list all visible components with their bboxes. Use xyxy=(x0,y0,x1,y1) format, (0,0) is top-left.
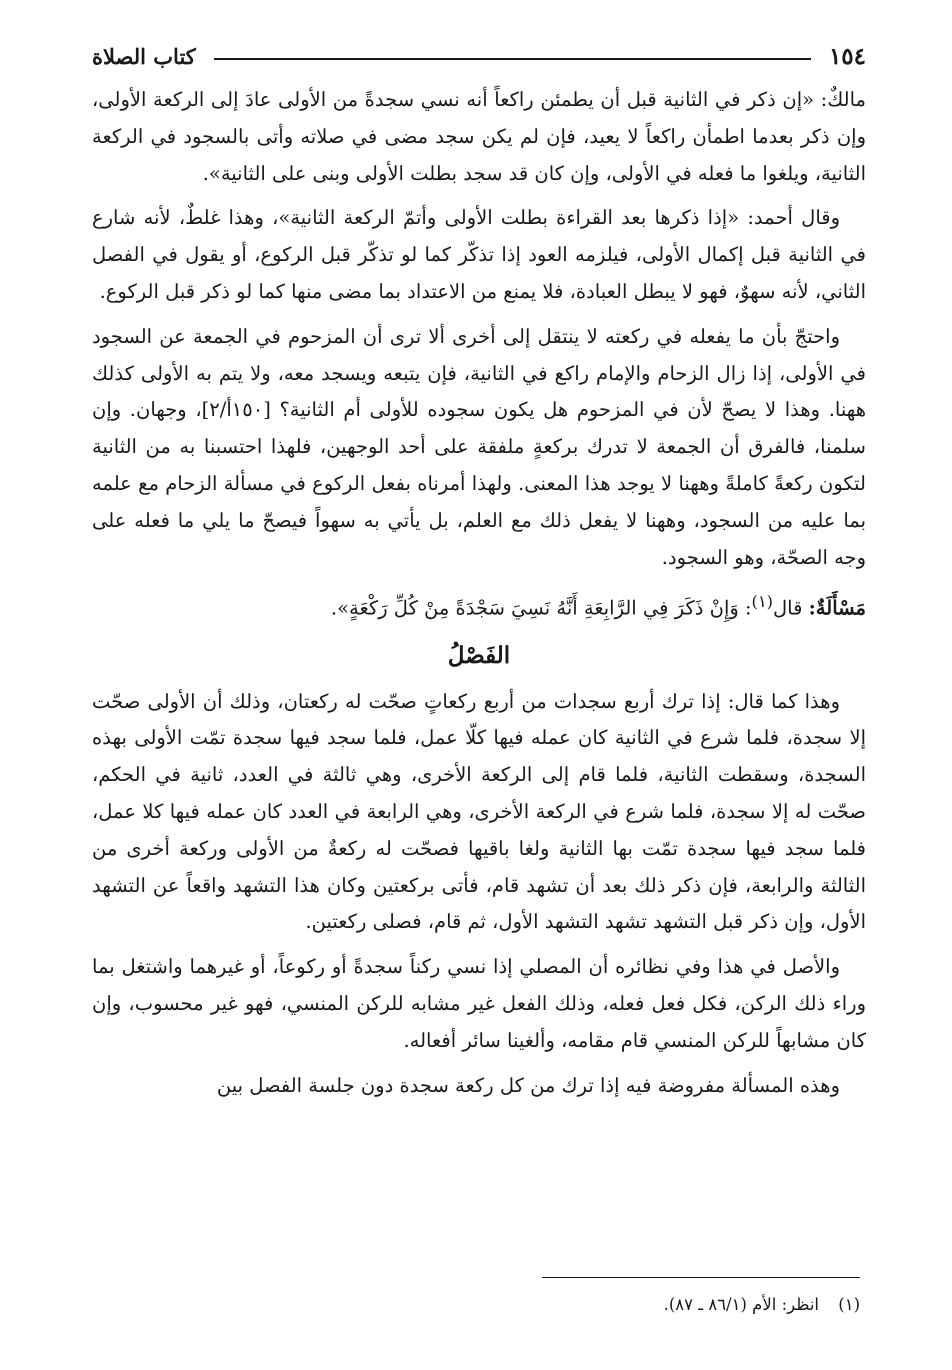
footnote-rule xyxy=(542,1277,860,1278)
footnote xyxy=(664,1292,860,1318)
masala-label: مَسْأَلَةٌ: xyxy=(808,596,866,620)
footnote-number: (١) xyxy=(838,1295,860,1314)
page-number: ١٥٤ xyxy=(828,42,866,70)
running-header xyxy=(92,38,866,74)
footnote-ref[interactable]: (١) xyxy=(751,592,773,612)
masala-line xyxy=(92,584,866,627)
paragraph: واحتجّ بأن ما يفعله في ركعته لا ينتقل إلى أخرى ألا ترى أن المزحوم في الجمعة عن السجود في الأولى، إذا زال الزحام والإمام راكع في الثانية، فإن يتبعه ويسجد معه، ولا يتم به الأولى كذلك ههنا. وهذا لا يصحّ لأن في المزحوم هل يكون سجوده للأولى أم الثانية؟ [١٥٠أ/٢]، وجهان. وإن سلمنا، فالفرق أن الجمعة لا تدرك بركعةٍ ملفقة على أحد الوجهين، فلهذا احتسبنا به من الثانية لتكون ركعةً كاملةً وههنا لا يوجد هذا المعنى. ولهذا أمرناه بفعل الركوع في مسألة الزحام مع علمه بما عليه من السجود، وههنا لا يفعل ذلك مع العلم، بل يأتي به سهواً فيصحّ ما يلي ما فعله على وجه الصحّة، وهو السجود. xyxy=(92,324,867,569)
footnote-text: انظر: الأم (٨٦/١ ـ ٨٧). xyxy=(663,1295,819,1314)
body-text xyxy=(92,82,866,1104)
paragraph: وهذه المسألة مفروضة فيه إذا ترك من كل ركعة سجدة دون جلسة الفصل بين xyxy=(216,1073,840,1097)
paragraph: والأصل في هذا وفي نظائره أن المصلي إذا نسي ركناً سجدةً أو ركوعاً، أو غيرهما واشتغل بما وراء ذلك الركن، فكل فعل فعله، وذلك الفعل غير مشابه للركن المنسي، فهو غير محسوب، وإن كان مشابهاً للركن المنسي قام مقامه، وألغينا سائر أفعاله. xyxy=(92,955,866,1052)
paragraph: مالكٌ: «إن ذكر في الثانية قبل أن يطمئن راكعاً أنه نسي سجدةً من الأولى عادَ إلى الركعة الأولى، وإن ذكر بعدما اطمأن راكعاً لا يعيد، فإن لم يكن سجد مضى في صلاته وأتى بالسجود في الركعة الثانية، ويلغوا ما فعله في الأولى، وإن كان قد سجد بطلت الأولى وبنى على الثانية». xyxy=(92,88,866,185)
section-heading: الفَصْلُ xyxy=(447,641,511,669)
paragraph: وقال أحمد: «إذا ذكرها بعد القراءة بطلت الأولى وأتمّ الركعة الثانية»، وهذا غلطٌ، لأنه شارع في الثانية قبل إكمال الأولى، فيلزمه العود إذا تذكّر كما لو تذكّر قبل الركوع، أو يقول في الفصل الثاني، لأنه سهوٌ، فهو لا يبطل العبادة، فلا يمنع من الاعتداد بما مضى منها كما لو ذكر قبل الركوع. xyxy=(92,206,866,303)
book-title: كتاب الصلاة xyxy=(92,43,196,69)
masala-quote: : وَإِنْ ذَكَرَ فِي الرَّابِعَةِ أَنَّهُ نَسِيَ سَجْدَةً مِنْ كُلِّ رَكْعَةٍ». xyxy=(330,596,752,620)
masala-lead: قال xyxy=(772,596,803,620)
paragraph: وهذا كما قال: إذا ترك أربع سجدات من أربع ركعاتٍ صحّت له ركعتان، وذلك أن الأولى صحّت إلا سجدة، فلما شرع في الثانية كان عمله فيها كلّا عمل، فلما سجد فيها سجدة تمّت الأولى بهذه السجدة، وسقطت الثانية، فلما قام إلى الركعة الأخرى، وهي ثالثة في العدد، ثانية في الحكم، صحّت له إلا سجدة، فلما شرع في الركعة الأخرى، وهي الرابعة في العدد كان عمله فيها كلا عمل، فلما سجد فيها سجدة تمّت بها الثانية ولغا باقيها فصحّت له ركعةٌ من الأولى وركعة أخرى من الثالثة والرابعة، فإن ذكر ذلك بعد أن تشهد قام، فأتى بركعتين وكان هذا التشهد واقعاً عن التشهد الأول، وإن ذكر قبل التشهد تشهد التشهد الأول، ثم قام، فصلى ركعتين. xyxy=(92,689,866,934)
header-rule xyxy=(214,58,811,60)
